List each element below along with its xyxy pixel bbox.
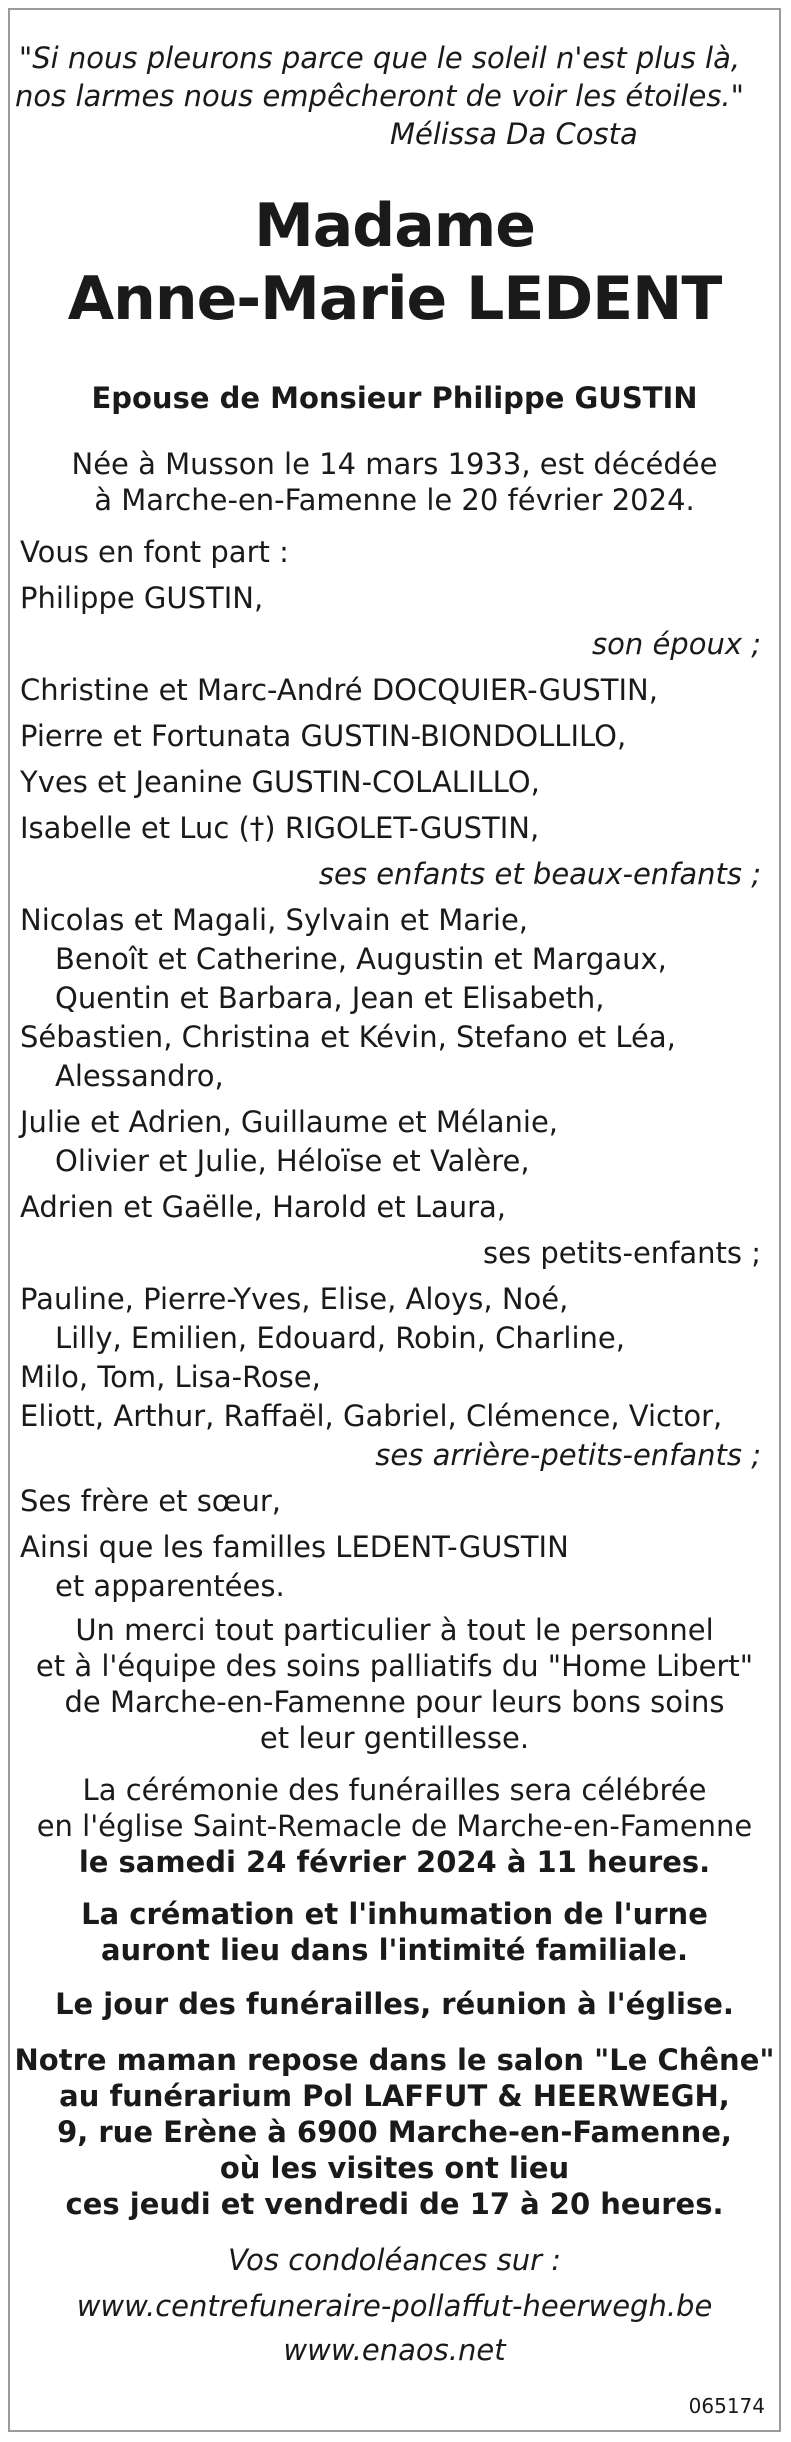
thanks-line: et à l'équipe des soins palliatifs du "Home Libert" xyxy=(35,1649,754,1683)
ceremony-date: le samedi 24 février 2024 à 11 heures. xyxy=(78,1845,711,1879)
grandchildren-line: Sébastien, Christina et Kévin, Stefano et Léa, xyxy=(20,1020,676,1054)
funeral-home-line: où les visites ont lieu xyxy=(219,2151,570,2185)
ceremony-line-2: en l'église Saint-Remacle de Marche-en-Famenne xyxy=(36,1809,753,1843)
great-grandchildren-line: Eliott, Arthur, Raffaël, Gabriel, Clémence, Victor, xyxy=(20,1399,723,1433)
thanks-line: de Marche-en-Famenne pour leurs bons soins xyxy=(64,1685,725,1719)
reunion-line: Le jour des funérailles, réunion à l'église. xyxy=(55,1987,734,2021)
condolences-website-2[interactable]: www.enaos.net xyxy=(283,2333,506,2367)
obituary-notice xyxy=(8,8,781,2432)
great-grandchildren-line: Pauline, Pierre-Yves, Elise, Aloys, Noé, xyxy=(20,1282,569,1316)
spouse-role: son époux ; xyxy=(592,627,761,661)
children-role: ses enfants et beaux-enfants ; xyxy=(318,857,761,891)
deceased-name: Anne-Marie LEDENT xyxy=(67,264,722,334)
grandchildren-line: Quentin et Barbara, Jean et Elisabeth, xyxy=(55,981,605,1015)
grandchildren-line: Nicolas et Magali, Sylvain et Marie, xyxy=(20,903,529,937)
ceremony-line-1: La cérémonie des funérailles sera célébrée xyxy=(82,1773,707,1807)
great-grandchildren-line: Milo, Tom, Lisa-Rose, xyxy=(20,1360,321,1394)
cremation-line-1: La crémation et l'inhumation de l'urne xyxy=(81,1897,708,1931)
condolences-website-1[interactable]: www.centrefuneraire-pollaffut-heerwegh.be xyxy=(76,2289,713,2323)
deceased-title: Madame xyxy=(254,191,535,261)
families-line-1: Ainsi que les familles LEDENT-GUSTIN xyxy=(20,1530,569,1564)
siblings-line: Ses frère et sœur, xyxy=(20,1484,281,1518)
thanks-line: et leur gentillesse. xyxy=(259,1721,530,1755)
funeral-home-line: Notre maman repose dans le salon "Le Chêne" xyxy=(14,2043,775,2077)
spouse-line: Epouse de Monsieur Philippe GUSTIN xyxy=(91,381,698,415)
death-line: à Marche-en-Famenne le 20 février 2024. xyxy=(94,483,695,517)
great-grandchildren-role: ses arrière-petits-enfants ; xyxy=(375,1438,761,1472)
funeral-home-line: au funérarium Pol LAFFUT & HEERWEGH, xyxy=(59,2079,730,2113)
grandchildren-line: Adrien et Gaëlle, Harold et Laura, xyxy=(20,1190,507,1224)
child-line: Yves et Jeanine GUSTIN-COLALILLO, xyxy=(20,765,540,799)
cremation-line-2: auront lieu dans l'intimité familiale. xyxy=(100,1933,689,1967)
quote-author: Mélissa Da Costa xyxy=(390,117,638,151)
funeral-home-line: 9, rue Erène à 6900 Marche-en-Famenne, xyxy=(57,2115,732,2149)
grandchildren-line: Julie et Adrien, Guillaume et Mélanie, xyxy=(20,1105,559,1139)
quote-line-1: "Si nous pleurons parce que le soleil n'est plus là, xyxy=(18,41,741,75)
grandchildren-line: Olivier et Julie, Héloïse et Valère, xyxy=(55,1144,530,1178)
spouse-name: Philippe GUSTIN, xyxy=(20,581,264,615)
grandchildren-line: Benoît et Catherine, Augustin et Margaux, xyxy=(55,942,667,976)
grandchildren-line: Alessandro, xyxy=(55,1059,224,1093)
child-line: Christine et Marc-André DOCQUIER-GUSTIN, xyxy=(20,673,658,707)
reference-number: 065174 xyxy=(688,2394,765,2418)
family-intro: Vous en font part : xyxy=(20,535,289,569)
great-grandchildren-line: Lilly, Emilien, Edouard, Robin, Charline, xyxy=(55,1321,625,1355)
quote-line-2: nos larmes nous empêcheront de voir les étoiles." xyxy=(15,79,744,113)
birth-line: Née à Musson le 14 mars 1933, est décédée xyxy=(71,447,718,481)
families-line-2: et apparentées. xyxy=(55,1569,285,1603)
child-line: Pierre et Fortunata GUSTIN-BIONDOLLILO, xyxy=(20,719,627,753)
funeral-home-line: ces jeudi et vendredi de 17 à 20 heures. xyxy=(65,2187,724,2221)
thanks-line: Un merci tout particulier à tout le personnel xyxy=(75,1613,714,1647)
child-line: Isabelle et Luc (†) RIGOLET-GUSTIN, xyxy=(20,811,540,845)
grandchildren-role: ses petits-enfants ; xyxy=(483,1236,761,1270)
condolences-intro: Vos condoléances sur : xyxy=(228,2243,561,2277)
